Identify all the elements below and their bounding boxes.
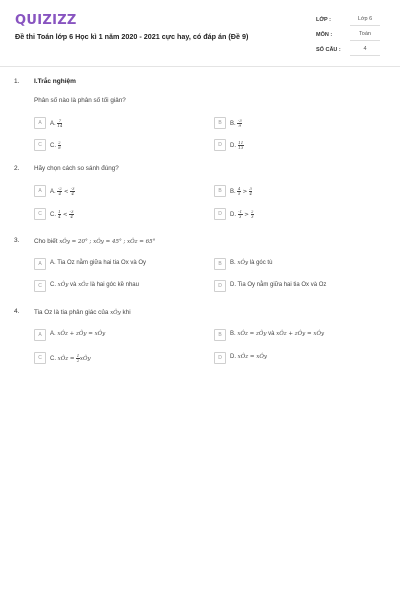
option-prefix: D. <box>230 143 236 150</box>
fraction-denominator: 8 <box>58 145 61 150</box>
meta-value-class[interactable]: Lớp 6 <box>350 14 380 26</box>
fraction <box>58 210 62 219</box>
question-number: 1. <box>14 78 20 85</box>
fraction-numerator: 2 <box>251 209 254 214</box>
fraction-numerator: 7 <box>58 118 62 123</box>
option-text <box>50 210 74 219</box>
option-math-2: xÔz + zÔy = xÔy <box>276 331 325 337</box>
option-text <box>50 187 75 196</box>
option-key-box: A <box>34 117 46 129</box>
option-key-box: D <box>214 139 226 151</box>
option-mid: và <box>68 282 79 288</box>
fraction <box>237 119 242 128</box>
option-text <box>230 210 254 219</box>
question-text: Hãy chọn cách so sánh đúng? <box>34 165 119 172</box>
option-math: xÔz = zÔy <box>237 331 267 337</box>
option-prefix: C. <box>50 356 58 363</box>
fraction-denominator: 9 <box>238 123 242 128</box>
option-prefix: B. <box>230 331 238 337</box>
option-prefix: B. <box>230 189 236 196</box>
fraction-denominator: 4 <box>249 191 252 196</box>
option-prefix: A. <box>50 189 56 196</box>
option-key-box: B <box>214 117 226 129</box>
fraction-numerator: 1 <box>58 209 61 214</box>
option-suffix: là góc tù <box>248 260 273 266</box>
option-key-box: A <box>34 185 46 197</box>
option-text <box>230 119 242 128</box>
comparison-operator: < <box>63 189 69 196</box>
fraction <box>57 119 62 128</box>
option-suffix: là hai góc kề nhau <box>88 282 139 288</box>
option-key-box: D <box>214 280 226 292</box>
option-key-box: A <box>34 258 46 270</box>
option-text: A. Tia Oz nằm giữa hai tia Ox và Oy <box>50 260 147 266</box>
document-title: Đề thi Toán lớp 6 Học kì 1 năm 2020 - 2021 cực hay, có đáp án (Đề 9) <box>15 32 249 41</box>
question-number: 3. <box>14 237 20 244</box>
option-text: D. Tia Oy nằm giữa hai tia Ox và Oz <box>230 282 327 288</box>
meta-row-count <box>316 44 386 59</box>
fraction <box>238 141 244 150</box>
option-key-box: A <box>34 329 46 341</box>
fraction-numerator: -3 <box>70 186 75 191</box>
meta-panel <box>316 14 386 59</box>
option-prefix: C. <box>50 212 56 219</box>
option-math: xÔy <box>237 260 249 266</box>
meta-label-class: LỚP : <box>316 17 331 23</box>
option-text <box>50 141 61 150</box>
option-text <box>230 331 324 337</box>
option-prefix: C. <box>50 282 58 288</box>
meta-label-subject: MÔN : <box>316 32 333 38</box>
option-key-box: C <box>34 352 46 364</box>
option-prefix: A. <box>50 121 56 128</box>
question-math: xÔy <box>110 310 121 316</box>
header-divider <box>0 66 400 67</box>
option-prefix: D. <box>230 212 236 219</box>
option-text <box>50 354 91 363</box>
option-prefix: C. <box>50 143 56 150</box>
fraction <box>57 187 62 196</box>
fraction-numerator: -3 <box>237 118 242 123</box>
fraction-denominator: 4 <box>70 214 73 219</box>
fraction-numerator: -3 <box>69 209 74 214</box>
question-text-suffix: khi <box>120 309 131 316</box>
option-math-2: xÔz <box>78 282 89 288</box>
fraction-numerator: 4 <box>237 186 241 191</box>
meta-value-count[interactable]: 4 <box>350 44 380 56</box>
fraction-denominator: 4 <box>58 214 61 219</box>
fraction-denominator: 5 <box>237 191 241 196</box>
comparison-operator: > <box>244 212 249 219</box>
option-prefix: B. <box>230 121 236 128</box>
option-text <box>50 282 139 288</box>
question-text-prefix: Cho biết <box>34 238 60 245</box>
comparison-operator: > <box>242 189 248 196</box>
question-number: 2. <box>14 165 20 172</box>
fraction-denominator: 3 <box>251 214 254 219</box>
fraction-denominator: 4 <box>58 191 62 196</box>
option-key-box: B <box>214 258 226 270</box>
option-key-box: C <box>34 280 46 292</box>
question-text <box>34 309 131 316</box>
fraction-numerator: -2 <box>57 186 62 191</box>
fraction <box>237 187 241 196</box>
option-mid: và <box>266 331 277 337</box>
option-key-box: B <box>214 329 226 341</box>
option-prefix: B. <box>230 260 238 266</box>
fraction <box>249 187 253 196</box>
option-text <box>230 354 267 360</box>
fraction-numerator: -1 <box>238 209 243 214</box>
option-key-box: C <box>34 139 46 151</box>
fraction-denominator: 3 <box>238 214 242 219</box>
option-math: xÔz = xÔy <box>237 354 268 360</box>
option-math: xÔz = <box>57 356 77 363</box>
option-math: xÔz + zÔy = xÔy <box>57 331 106 337</box>
option-prefix: A. <box>50 331 58 337</box>
question-number: 4. <box>14 308 20 315</box>
section-title: I.Trắc nghiệm <box>34 78 76 85</box>
fraction-numerator: 2 <box>58 140 61 145</box>
option-text <box>230 187 252 196</box>
meta-value-subject[interactable]: Toán <box>350 29 380 41</box>
option-text <box>50 331 105 337</box>
fraction-denominator: 4 <box>71 191 74 196</box>
question-text-prefix: Tia Oz là tia phân giác của <box>34 309 111 316</box>
option-key-box: B <box>214 185 226 197</box>
question-text: Phân số nào là phân số tối giản? <box>34 97 126 104</box>
meta-label-count: SỐ CÂU : <box>316 47 341 53</box>
question-text <box>34 238 155 245</box>
quizizz-logo: QUIZIZZ <box>15 13 77 28</box>
option-text <box>50 119 62 128</box>
fraction-denominator: 14 <box>57 123 63 128</box>
question-math: xÔy = 20° ; xÔy = 45° ; xÔz = 65° <box>59 239 156 245</box>
fraction-numerator: 11 <box>238 140 244 145</box>
fraction <box>251 210 255 219</box>
option-key-box: C <box>34 208 46 220</box>
option-text <box>230 141 244 150</box>
fraction-denominator: 13 <box>238 145 244 150</box>
fraction-denominator: 2 <box>76 358 80 363</box>
fraction <box>69 210 74 219</box>
meta-row-class <box>316 14 386 29</box>
comparison-operator: < <box>62 212 68 219</box>
option-text <box>230 260 272 266</box>
fraction-numerator: 1 <box>76 353 80 358</box>
fraction <box>58 141 62 150</box>
fraction <box>70 187 75 196</box>
option-key-box: D <box>214 208 226 220</box>
option-key-box: D <box>214 352 226 364</box>
option-math: xÔy <box>57 282 69 288</box>
fraction-numerator: 3 <box>249 186 252 191</box>
meta-row-subject <box>316 29 386 44</box>
option-math-2: xÔy <box>79 356 91 363</box>
option-prefix: D. <box>230 354 238 360</box>
fraction <box>238 210 243 219</box>
